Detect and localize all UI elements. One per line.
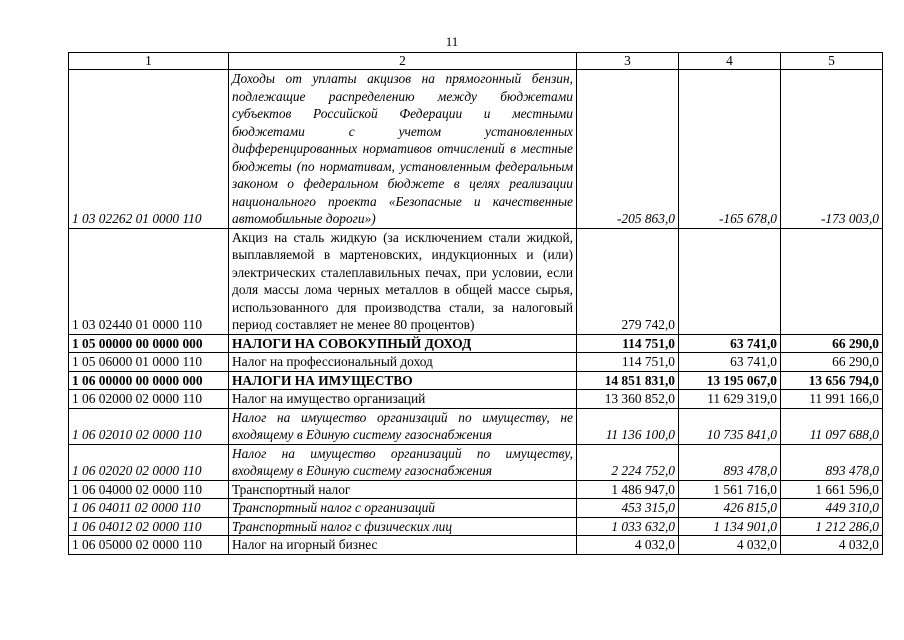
header-col-4: 4 (679, 53, 781, 70)
value-col-4-cell: 63 741,0 (679, 334, 781, 353)
value-col-5-cell: 11 097 688,0 (781, 408, 883, 444)
table-row (69, 408, 883, 444)
item-name-cell: Налог на профессиональный доход (229, 353, 577, 372)
budget-code-cell: 1 06 05000 02 0000 110 (69, 536, 229, 555)
value-col-3-cell: 2 224 752,0 (577, 444, 679, 480)
table-row (69, 70, 883, 229)
value-col-4-cell: 1 134 901,0 (679, 517, 781, 536)
header-col-3: 3 (577, 53, 679, 70)
header-col-5: 5 (781, 53, 883, 70)
budget-code-cell: 1 06 02000 02 0000 110 (69, 390, 229, 409)
budget-code-cell: 1 06 04011 02 0000 110 (69, 499, 229, 518)
budget-code-cell: 1 06 02020 02 0000 110 (69, 444, 229, 480)
value-col-4-cell: 13 195 067,0 (679, 371, 781, 390)
value-col-5-cell: 1 661 596,0 (781, 480, 883, 499)
value-col-5-cell: 449 310,0 (781, 499, 883, 518)
budget-code-cell: 1 05 00000 00 0000 000 (69, 334, 229, 353)
table-row (69, 536, 883, 555)
item-name-cell: Транспортный налог с организаций (229, 499, 577, 518)
item-name-cell: Налог на имущество организаций по имуществу, не входящему в Единую систему газоснабжения (229, 408, 577, 444)
value-col-4-cell: 63 741,0 (679, 353, 781, 372)
value-col-4-cell: 10 735 841,0 (679, 408, 781, 444)
table-header-row (69, 53, 883, 70)
table-body (69, 70, 883, 555)
item-name-cell: Налог на имущество организаций по имуществу, входящему в Единую систему газоснабжения (229, 444, 577, 480)
budget-code-cell: 1 03 02440 01 0000 110 (69, 228, 229, 334)
value-col-5-cell: 893 478,0 (781, 444, 883, 480)
table-row (69, 371, 883, 390)
budget-revenue-table (68, 52, 883, 555)
item-name-cell: Транспортный налог с физических лиц (229, 517, 577, 536)
table-row (69, 499, 883, 518)
value-col-4-cell (679, 228, 781, 334)
value-col-4-cell: -165 678,0 (679, 70, 781, 229)
value-col-4-cell: 1 561 716,0 (679, 480, 781, 499)
table-row (69, 334, 883, 353)
value-col-5-cell: 13 656 794,0 (781, 371, 883, 390)
value-col-3-cell: 13 360 852,0 (577, 390, 679, 409)
table-row (69, 353, 883, 372)
value-col-3-cell: 1 486 947,0 (577, 480, 679, 499)
item-name-cell: Акциз на сталь жидкую (за исключением стали жидкой, выплавляемой в мартеновских, индукционных и (или) электрических сталеплавильных печах, при условии, если доля массы лома черных металлов в общей массе сырья, использованного для производства стали, за налоговый период составляет не менее 80 процентов) (229, 228, 577, 334)
header-col-1: 1 (69, 53, 229, 70)
value-col-3-cell: 1 033 632,0 (577, 517, 679, 536)
item-name-cell: НАЛОГИ НА СОВОКУПНЫЙ ДОХОД (229, 334, 577, 353)
table-row (69, 390, 883, 409)
table-row (69, 480, 883, 499)
page-number: 11 (445, 34, 459, 49)
value-col-4-cell: 893 478,0 (679, 444, 781, 480)
table-row (69, 517, 883, 536)
value-col-3-cell: 114 751,0 (577, 353, 679, 372)
item-name-cell: Доходы от уплаты акцизов на прямогонный бензин, подлежащие распределению между бюджетами субъектов Российской Федерации и местными бюджетами с учетом установленных дифференцированных нормативов отчислений в местные бюджеты (по нормативам, установленным федеральным законом о федеральном бюджете в целях реализации национального проекта «Безопасные и качественные автомобильные дороги») (229, 70, 577, 229)
value-col-3-cell: -205 863,0 (577, 70, 679, 229)
value-col-3-cell: 453 315,0 (577, 499, 679, 518)
value-col-3-cell: 114 751,0 (577, 334, 679, 353)
item-name-cell: НАЛОГИ НА ИМУЩЕСТВО (229, 371, 577, 390)
value-col-5-cell: 66 290,0 (781, 334, 883, 353)
value-col-5-cell: 11 991 166,0 (781, 390, 883, 409)
table-row (69, 444, 883, 480)
budget-code-cell: 1 06 04012 02 0000 110 (69, 517, 229, 536)
value-col-3-cell: 11 136 100,0 (577, 408, 679, 444)
value-col-4-cell: 426 815,0 (679, 499, 781, 518)
value-col-5-cell: 4 032,0 (781, 536, 883, 555)
value-col-5-cell: -173 003,0 (781, 70, 883, 229)
budget-code-cell: 1 06 04000 02 0000 110 (69, 480, 229, 499)
value-col-3-cell: 4 032,0 (577, 536, 679, 555)
value-col-3-cell: 14 851 831,0 (577, 371, 679, 390)
value-col-5-cell (781, 228, 883, 334)
budget-code-cell: 1 05 06000 01 0000 110 (69, 353, 229, 372)
item-name-cell: Транспортный налог (229, 480, 577, 499)
value-col-5-cell: 1 212 286,0 (781, 517, 883, 536)
header-col-2: 2 (229, 53, 577, 70)
table-row (69, 228, 883, 334)
value-col-4-cell: 4 032,0 (679, 536, 781, 555)
budget-code-cell: 1 06 00000 00 0000 000 (69, 371, 229, 390)
value-col-4-cell: 11 629 319,0 (679, 390, 781, 409)
budget-code-cell: 1 06 02010 02 0000 110 (69, 408, 229, 444)
value-col-5-cell: 66 290,0 (781, 353, 883, 372)
value-col-3-cell: 279 742,0 (577, 228, 679, 334)
item-name-cell: Налог на игорный бизнес (229, 536, 577, 555)
item-name-cell: Налог на имущество организаций (229, 390, 577, 409)
budget-code-cell: 1 03 02262 01 0000 110 (69, 70, 229, 229)
